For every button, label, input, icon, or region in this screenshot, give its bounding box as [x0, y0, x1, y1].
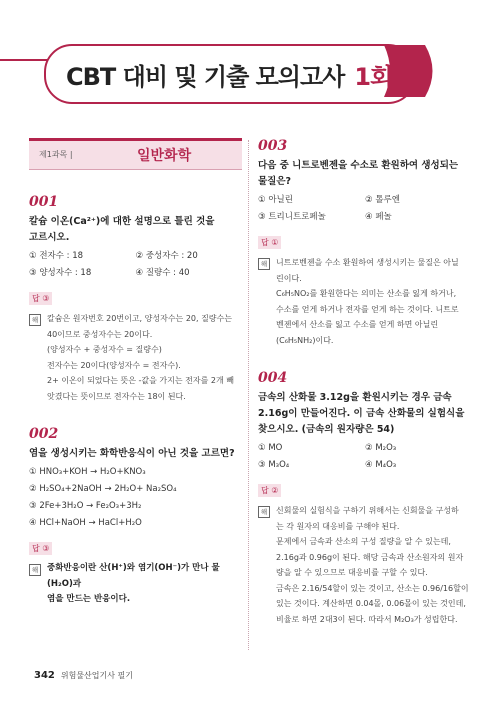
- question-line: 찾으시오. (금속의 원자량은 54): [258, 424, 395, 435]
- solution-line: 는 각 원자의 대응비를 구해야 된다.: [276, 521, 400, 531]
- solution-text: [47, 561, 242, 608]
- solution-line: 비율로 하면 2대3이 된다. 따라서 M₂O₃가 성립한다.: [276, 614, 458, 624]
- solution-line: 문제에서 금속과 산소의 구성 질량을 알 수 있는데,: [276, 537, 451, 546]
- round-number: 1회: [354, 63, 393, 91]
- column-divider: [248, 140, 249, 650]
- options: [29, 464, 242, 532]
- option: ② 톨루엔: [365, 195, 400, 205]
- question-text: [258, 390, 472, 438]
- solution-line: 신회물의 실험식을 구하기 위해서는 신회물을 구성하: [276, 506, 459, 515]
- solution-line: 앗겼다는 뜻이므로 전자수는 18이 된다.: [47, 391, 186, 401]
- option: ④ HCl+NaOH → HaCl+H₂O: [29, 518, 142, 528]
- subject-title: 일반화학: [137, 148, 192, 164]
- question-number: 002: [29, 426, 59, 442]
- solution-line: 40이므로 중성자수는 20이다.: [47, 329, 153, 339]
- options: [29, 248, 242, 282]
- option: ② M₂O₃: [365, 443, 397, 453]
- question-line: 염을 생성시키는 화학반응식이 아닌 것을 고르면?: [29, 448, 235, 459]
- solution-line: 벤젠에서 산소를 잃고 수소를 얻게 하면 아닐린: [276, 320, 439, 329]
- option: ③ M₃O₄: [258, 460, 290, 470]
- solution-tag-icon: 해: [29, 314, 41, 326]
- solution-line: 수소를 얻게 하거나 전자를 얻게 하는 것이다. 니트로: [276, 304, 459, 314]
- solution-line: 금속은 2.16/54할이 있는 것이고, 산소는 0.96/16할이: [276, 583, 469, 593]
- question-line: 다음 중 니트로벤젠을 수소로 환원하여 생성되는: [258, 160, 459, 171]
- solution-line: 염을 만드는 반응이다.: [47, 594, 131, 604]
- solution-line: 중화반응이란 산(H⁺)와 염기(OH⁻)가 만나 물(H₂O)과: [47, 563, 220, 589]
- left-column: [29, 138, 242, 608]
- right-column: [258, 138, 472, 627]
- question-line: 물질은?: [258, 176, 292, 187]
- page-number: 342: [34, 670, 55, 681]
- answer-badge: 답 ②: [258, 484, 281, 497]
- question-line: 칼슘 이온(Ca²⁺)에 대한 설명으로 틀린 것을: [29, 216, 215, 227]
- question-004: [258, 370, 472, 627]
- solution-line: C₆H₅NO₂를 환원한다는 의미는 산소를 잃게 하거나,: [276, 289, 457, 298]
- option: ④ M₄O₃: [365, 460, 397, 470]
- subject-label: 제1과목 |: [39, 150, 73, 159]
- solution: [258, 255, 472, 348]
- options: [258, 192, 472, 226]
- solution-line: 있는 것이다. 계산하면 0.04몰, 0.06몰이 있는 것인데,: [276, 599, 466, 608]
- solution-line: (C₆H₅NH₂)이다.: [276, 335, 334, 345]
- option: ① HNO₃+KOH → H₂O+KNO₃: [29, 467, 146, 477]
- solution-line: (양성자수 + 중성자수 = 질량수): [47, 345, 162, 354]
- page-title: [66, 57, 392, 92]
- option: ④ 질량수 : 40: [135, 268, 190, 278]
- solution-tag-icon: 해: [258, 506, 270, 518]
- question-002: [29, 426, 242, 608]
- question-number: 001: [29, 194, 59, 210]
- answer-badge: 답 ③: [29, 542, 52, 555]
- answer-badge: 답 ①: [258, 236, 281, 249]
- question-line: 2.16g이 만들어진다. 이 금속 산화물의 실험식을: [258, 408, 465, 419]
- book-title: 위험물산업기사 필기: [60, 671, 133, 680]
- subject-header: [29, 138, 242, 170]
- solution-line: 린이다.: [276, 273, 302, 283]
- solution-line: 2.16g과 0.96g이 된다. 해당 금속과 산소원자의 원자: [276, 552, 464, 562]
- question-003: [258, 138, 472, 348]
- option: ② 중성자수 : 20: [135, 251, 198, 261]
- question-number: 003: [258, 138, 288, 154]
- question-text: [29, 446, 242, 462]
- solution-line: 2+ 이온이 되었다는 뜻은 -값을 가지는 전자를 2개 빼: [47, 376, 234, 385]
- solution: [29, 561, 242, 608]
- solution-line: 칼슘은 원자번호 20번이고, 양성자수는 20, 질량수는: [47, 314, 232, 323]
- question-text: [258, 158, 472, 190]
- question-line: 금속의 산화물 3.12g을 환원시키는 경우 금속: [258, 392, 452, 403]
- option: ① MO: [258, 443, 283, 453]
- solution-text: [276, 503, 469, 627]
- question-text: [29, 214, 242, 246]
- solution-text: [276, 255, 459, 348]
- question-line: 고르시오.: [29, 232, 70, 243]
- question-number: 004: [258, 370, 288, 386]
- solution: [29, 311, 242, 404]
- solution-line: 량을 알 수 있으므로 대응비를 구할 수 있다.: [276, 568, 428, 577]
- solution-line: 전자수는 20이다(양성자수 = 전자수).: [47, 360, 181, 370]
- options: [258, 440, 472, 474]
- solution-tag-icon: 해: [29, 564, 41, 576]
- solution: [258, 503, 472, 627]
- title-text: CBT 대비 및 기출 모의고사: [66, 63, 345, 91]
- answer-badge: 답 ③: [29, 292, 52, 305]
- option: ① 전자수 : 18: [29, 251, 84, 261]
- solution-text: [47, 311, 234, 404]
- question-001: [29, 194, 242, 404]
- option: ④ 페놀: [365, 212, 392, 222]
- option: ③ 양성자수 : 18: [29, 268, 92, 278]
- page-footer: [34, 670, 133, 681]
- option: ② H₂SO₄+2NaOH → 2H₂O+ Na₂SO₄: [29, 484, 177, 494]
- option: ③ 트리니트로페놀: [258, 212, 326, 222]
- option: ① 아닐린: [258, 195, 293, 205]
- solution-tag-icon: 해: [258, 258, 270, 270]
- option: ③ 2Fe+3H₂O → Fe₂O₃+3H₂: [29, 501, 142, 511]
- solution-line: 니트로벤젠을 수소 환원하여 생성시키는 물질은 아닐: [276, 258, 459, 267]
